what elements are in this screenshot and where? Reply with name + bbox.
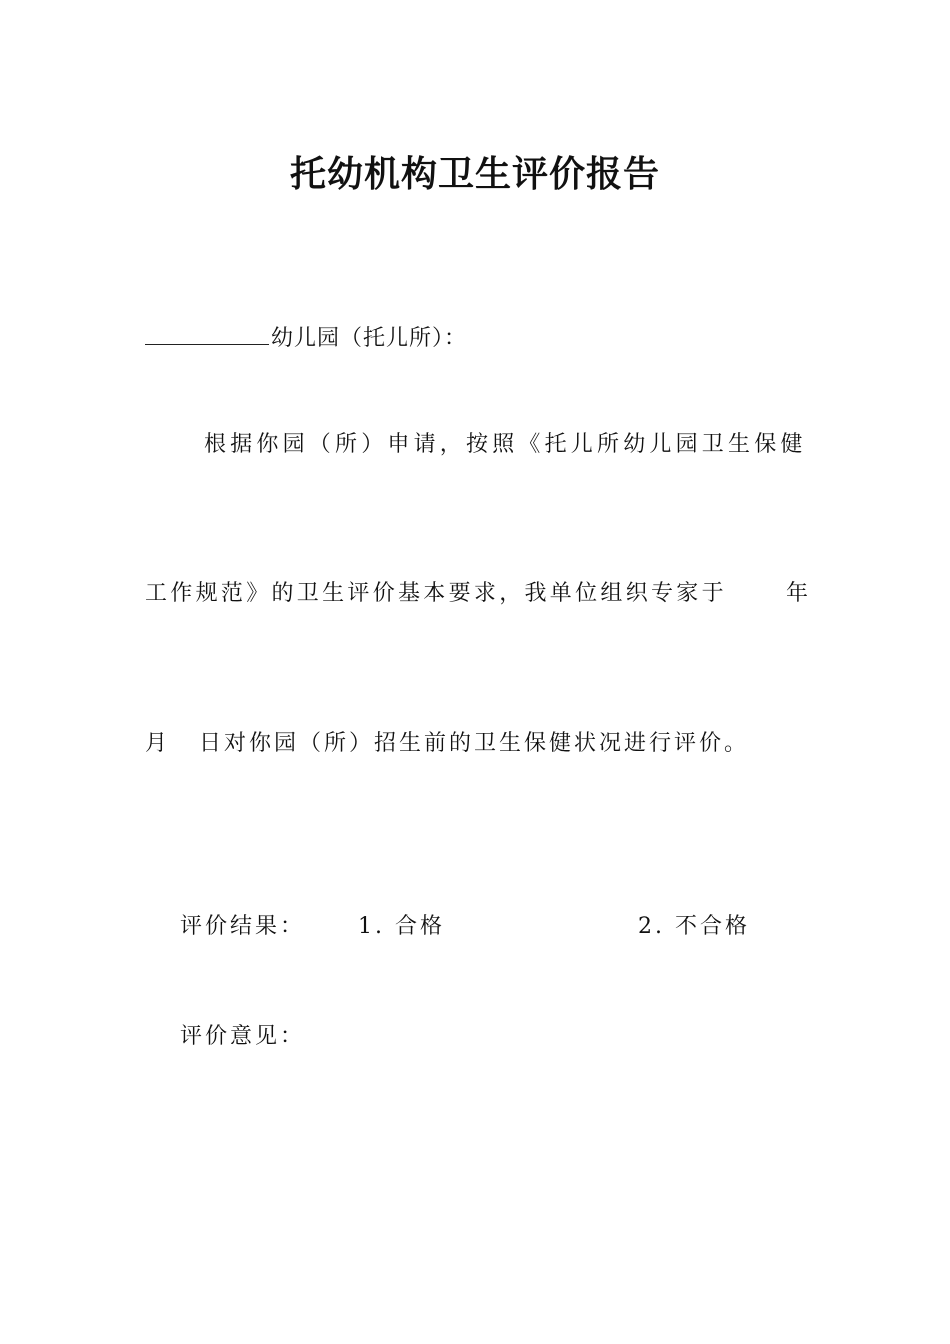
paragraph-line-2: 工作规范》的卫生评价基本要求，我单位组织专家于	[145, 581, 727, 606]
addressee-suffix: 幼儿园（托儿所）：	[271, 326, 468, 351]
result-option-fail: 2. 不合格	[638, 914, 750, 939]
result-option-pass: 1. 合格	[358, 914, 445, 939]
paragraph-month-label: 月	[145, 731, 168, 756]
opinion-label: 评价意见：	[180, 1024, 306, 1049]
paragraph-line-3: 日对你园（所）招生前的卫生保健状况进行评价。	[199, 731, 750, 756]
addressee-line	[145, 322, 467, 356]
paragraph-line-1: 根据你园（所）申请，按照《托儿所幼儿园卫生保健	[204, 432, 807, 457]
document-title: 托幼机构卫生评价报告	[289, 154, 660, 195]
result-label: 评价结果：	[180, 914, 306, 939]
paragraph-year-label: 年	[786, 581, 809, 606]
kindergarten-name-blank[interactable]	[145, 322, 269, 345]
